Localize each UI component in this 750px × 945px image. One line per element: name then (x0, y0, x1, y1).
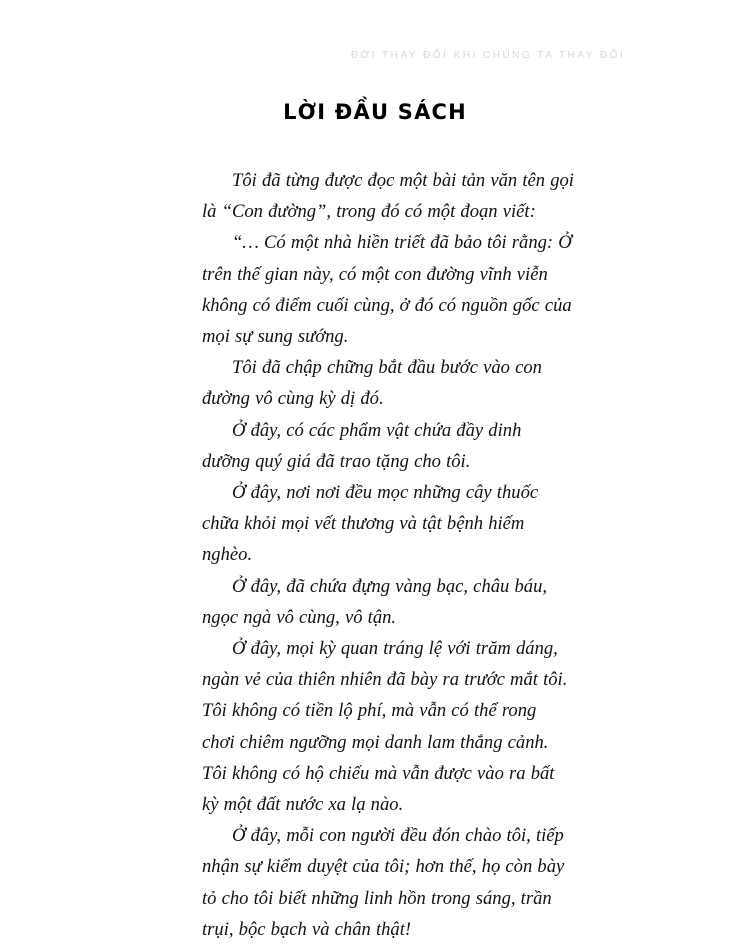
paragraph: Ở đây, đã chứa đựng vàng bạc, châu báu, ngọc ngà vô cùng, vô tận. (202, 575, 548, 628)
body-text (202, 165, 574, 945)
paragraph: “… Có một nhà hiền triết đã bảo tôi rằng: Ở trên thế gian này, có một con đường vĩnh viễn không có điểm cuối cùng, ở đó có nguồn gốc của mọi sự sung sướng. (202, 232, 572, 348)
paragraph: Ở đây, mọi kỳ quan tráng lệ với trăm dáng, ngàn vẻ của thiên nhiên đã bày ra trước mắt tôi. Tôi không có tiền lộ phí, mà vẫn có thể rong chơi chiêm ngưỡng mọi danh lam thắng cảnh. Tôi không có hộ chiếu mà vẫn được vào ra bất kỳ một đất nước xa lạ nào. (202, 638, 568, 816)
paragraph: Ở đây, có các phẩm vật chứa đầy dinh dưỡng quý giá đã trao tặng cho tôi. (202, 419, 522, 472)
page-content-area (118, 0, 632, 940)
running-head: ĐỜI THAY ĐỔI KHI CHÚNG TA THAY ĐỔI (350, 50, 626, 61)
chapter-title: LỜI ĐẦU SÁCH (283, 100, 467, 124)
paragraph: Ở đây, nơi nơi đều mọc những cây thuốc chữa khỏi mọi vết thương và tật bệnh hiếm nghèo. (202, 482, 539, 566)
paragraph: Ở đây, mỗi con người đều đón chào tôi, tiếp nhận sự kiểm duyệt của tôi; hơn thế, họ còn bày tỏ cho tôi biết những linh hồn trong sáng, trần trụi, bộc bạch và chân thật! (202, 825, 565, 940)
paragraph: Tôi đã chập chững bắt đầu bước vào con đường vô cùng kỳ dị đó. (202, 357, 542, 410)
paragraph: Tôi đã từng được đọc một bài tản văn tên gọi là “Con đường”, trong đó có một đoạn viết: (202, 170, 574, 223)
